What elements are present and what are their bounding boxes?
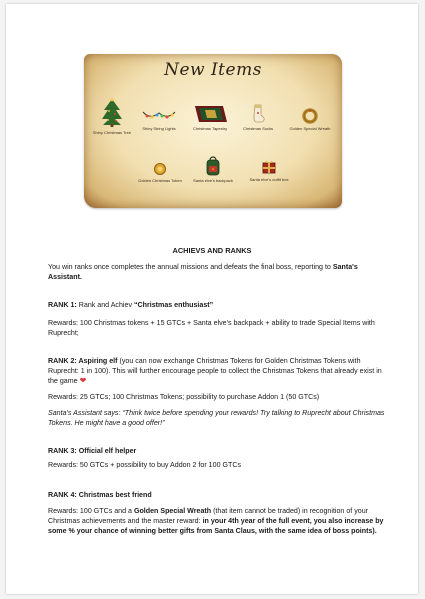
tapestry-icon <box>193 104 227 124</box>
wreath-icon <box>302 108 318 124</box>
rank4-rewards-d: in your 4th year of the full event, you also increase by some % your chance of winning better gifts from Santa Claus, with the same idea of boss points). <box>48 517 384 535</box>
item-label: Santa elve's backpack <box>193 178 233 183</box>
rank4-rewards-a: Rewards: 100 GTCs and a <box>48 507 134 515</box>
rank2-quote: Santa's Assistant says: “Think twice before spending your rewards! Try talking to Ruprecht about Christmas Tokens. He might have a good offer!” <box>48 409 385 427</box>
backpack-icon <box>204 156 222 176</box>
item-label: Golden Christmas Token <box>138 178 182 183</box>
new-items-banner <box>84 54 342 208</box>
rank4-rewards-b: Golden Special Wreath <box>133 507 212 515</box>
banner-title: New Items <box>164 60 262 80</box>
christmas-tree-icon <box>101 98 123 128</box>
item-label: Christmas Tapestry <box>192 126 228 131</box>
outfit-box-icon <box>261 159 277 175</box>
rank1-rewards: Rewards: 100 Christmas tokens + 15 GTCs + Santa elve's backpack + ability to trade Special Items with Ruprecht; <box>48 319 375 337</box>
rank2-rewards: Rewards: 25 GTCs; 100 Christmas Tokens; possibility to purchase Addon 1 (50 GTCs) <box>48 393 320 401</box>
item-backpack <box>183 156 243 183</box>
intro-paragraph <box>48 262 388 282</box>
item-label: Golden Special Wreath <box>289 126 331 131</box>
item-golden-token <box>130 162 190 183</box>
rank2-title-lead: RANK 2: Aspiring elf <box>48 357 118 365</box>
rank2-title <box>48 356 388 386</box>
rank4-title: RANK 4: Christmas best friend <box>48 491 152 499</box>
item-outfit-box <box>239 159 299 182</box>
item-socks <box>228 104 288 131</box>
rank1-title <box>48 300 388 310</box>
heart-icon: ❤ <box>79 376 87 385</box>
rank3-rewards: Rewards: 50 GTCs + possibility to buy Addon 2 for 100 GTCs <box>48 461 241 469</box>
intro-text: You win ranks once completes the annual missions and defeats the final boss, reporting to <box>48 263 333 271</box>
golden-token-icon <box>153 162 167 176</box>
socks-icon <box>249 104 267 124</box>
rank1-title-lead: RANK 1: <box>48 301 77 309</box>
section-heading: ACHIEVS AND RANKS <box>172 246 252 255</box>
string-lights-icon <box>142 108 176 124</box>
rank4-rewards-c: (that item cannot be traded) in recognition of your Christmas achievements and the master reward: <box>48 507 369 525</box>
item-label: Shiny Christmas Tree <box>92 130 132 135</box>
item-label: Shiny String Lights <box>142 126 176 131</box>
item-label: Christmas Socks <box>242 126 273 131</box>
item-label: Santa elve's outfit box <box>249 177 289 182</box>
rank1-title-quote: “Christmas enthusiast” <box>133 301 214 309</box>
rank1-title-rest: Rank and Achiev <box>76 301 134 309</box>
document-page <box>6 4 418 594</box>
rank2-title-rest: (you can now exchange Christmas Tokens for Golden Christmas Tokens with Ruprecht: 1 in 100). This will further encourage people to collect the Christmas Tokens that already exist in the game <box>48 357 382 385</box>
rank3-title: RANK 3: Official elf helper <box>48 447 137 455</box>
intro-bold: Santa's Assistant. <box>48 263 358 281</box>
rank4-rewards <box>48 506 388 536</box>
item-wreath <box>280 108 340 131</box>
